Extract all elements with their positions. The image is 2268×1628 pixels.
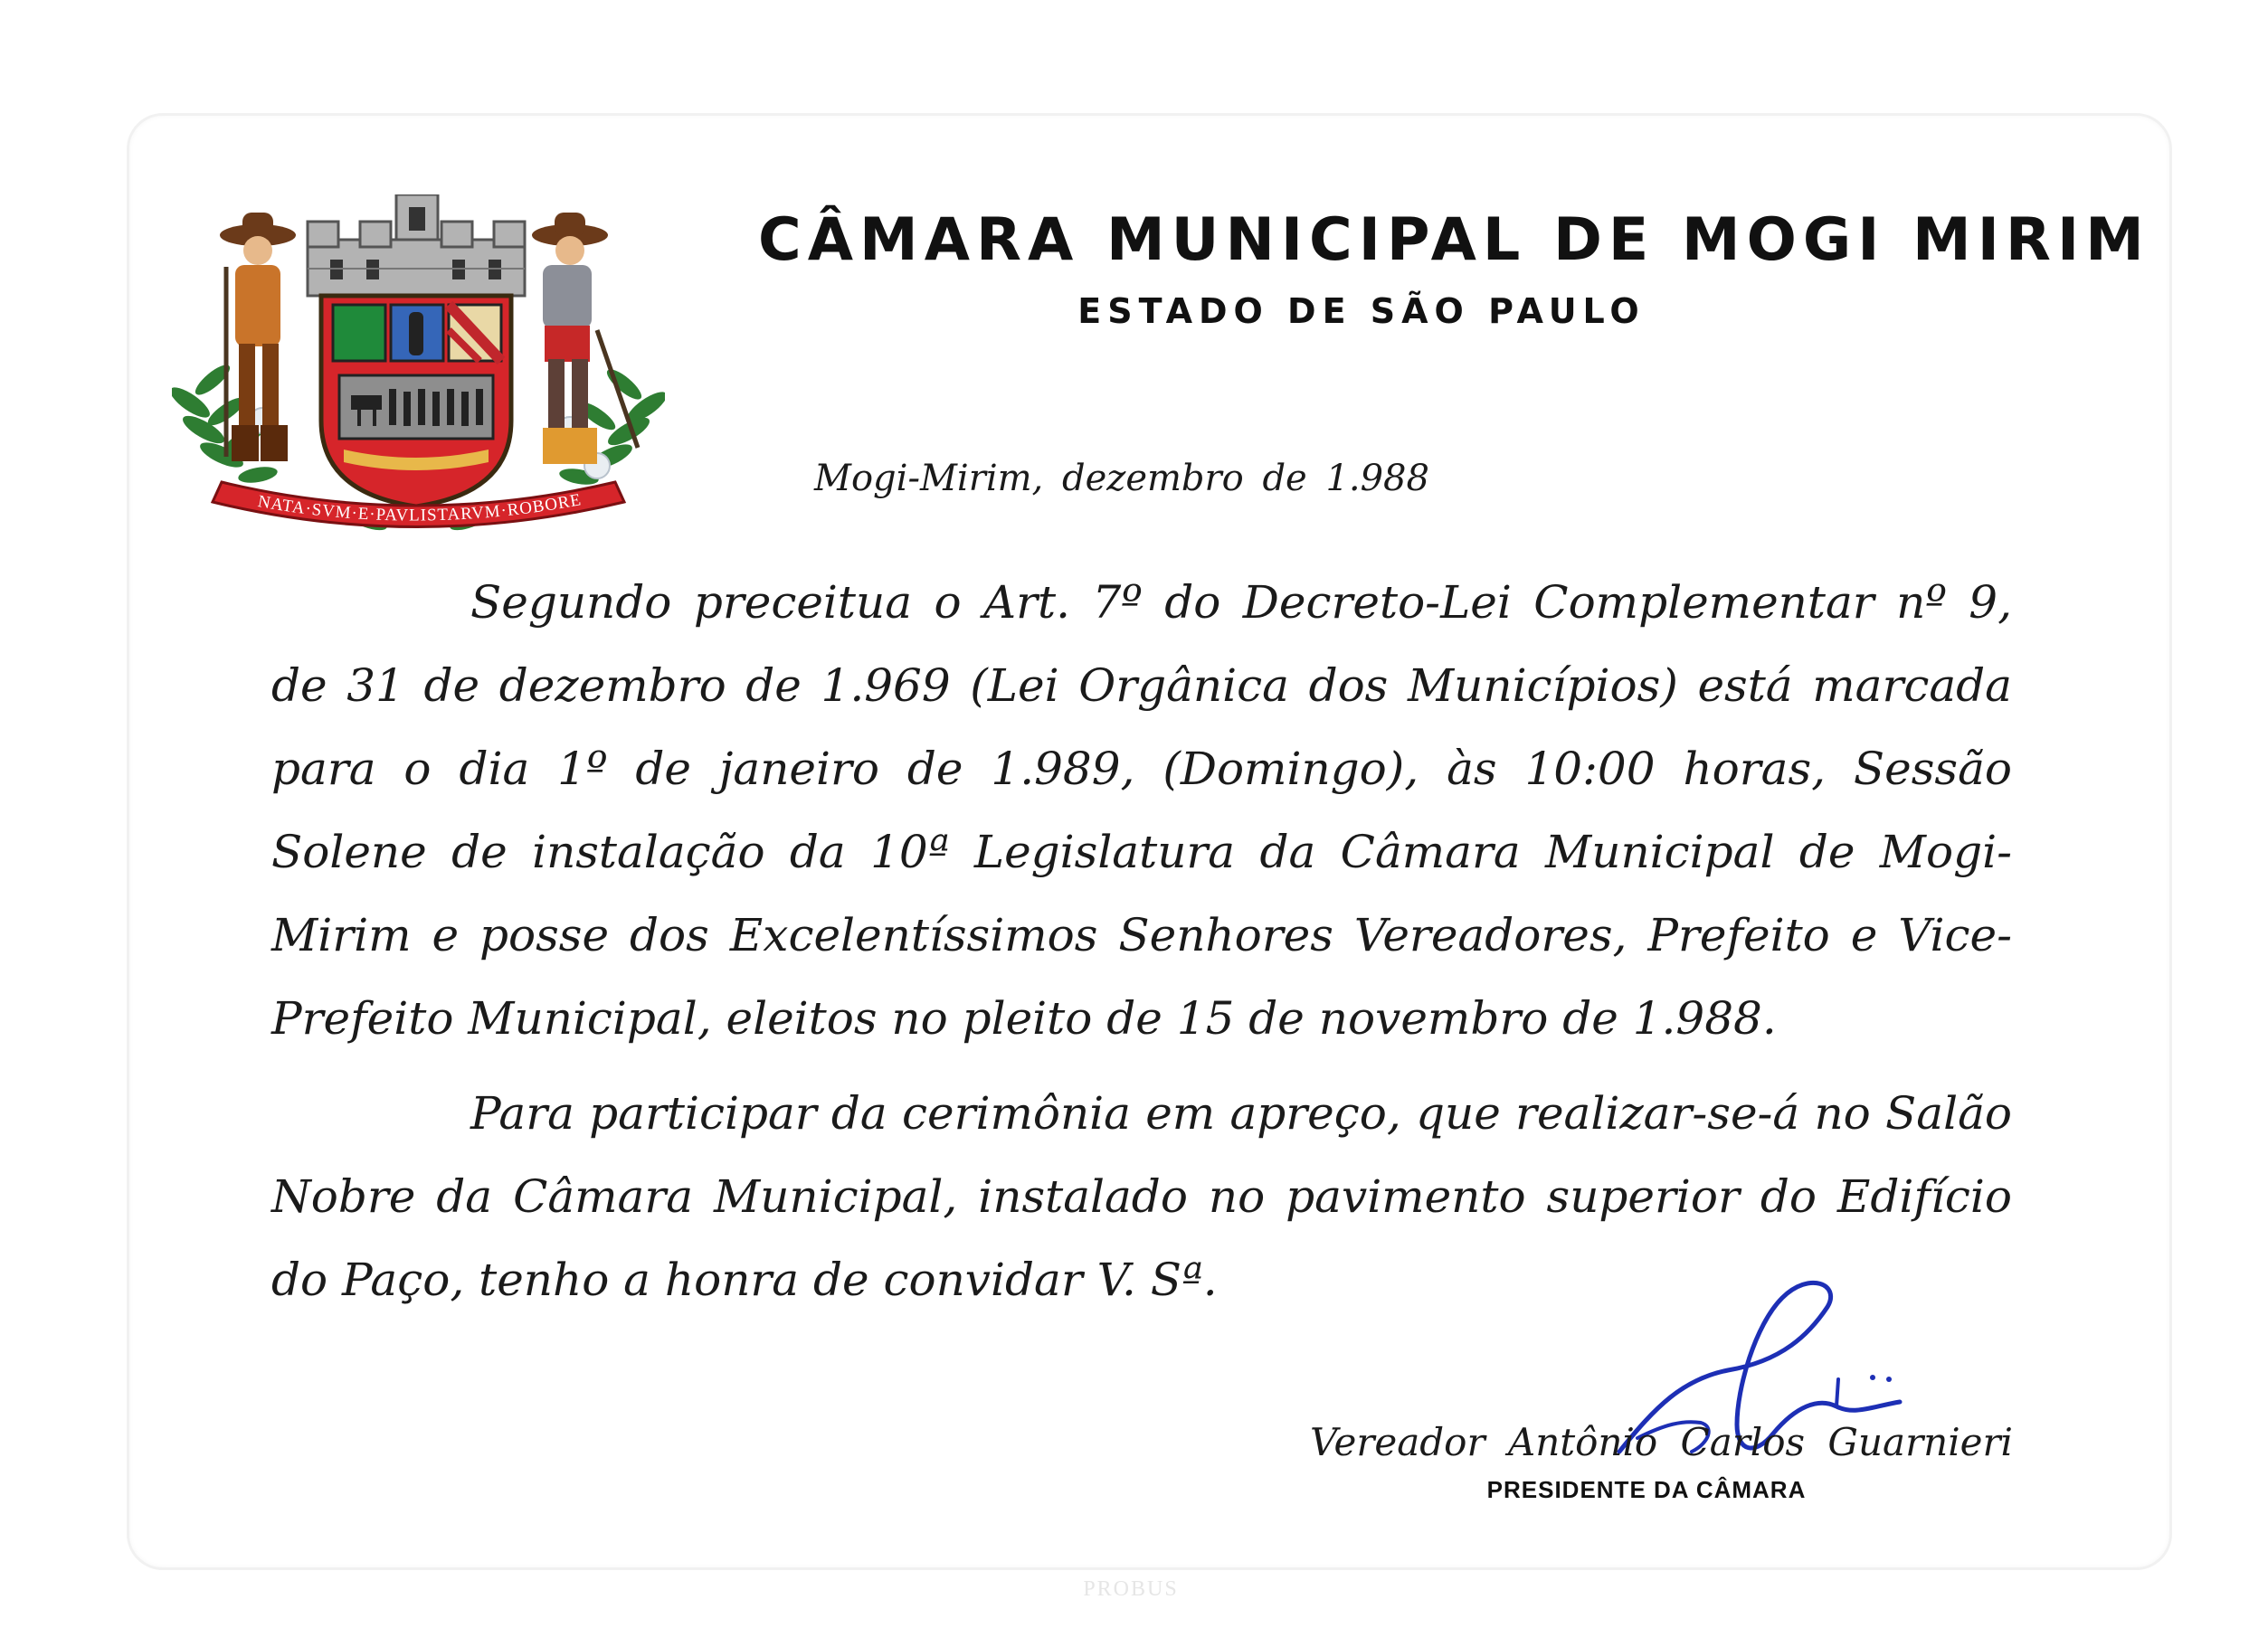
- paragraph-1: [271, 561, 2012, 1060]
- mural-crown: [308, 194, 525, 296]
- motto-text: NATA·SVM·E·PAVLISTARVM·ROBORE: [256, 490, 584, 525]
- dateline: Mogi-Mirim, dezembro de 1.988: [814, 458, 1429, 499]
- paragraph-2-text: Para participar da cerimônia em apreço, que realizar-se-á no Salão Nobre da Câmara Municipal, instalado no pavimento superior do Edifício do Paço, tenho a honra de convidar V. Sª.: [271, 1087, 2012, 1306]
- paragraph-1-text: Segundo preceitua o Art. 7º do Decreto-Lei Complementar nº 9, de 31 de dezembro de 1.969 (Lei Orgânica dos Municípios) está marcada para o dia 1º de janeiro de 1.989, (Domingo), às 10:00 horas, Sessão Solene de instalação da 10ª Legislatura da Câmara Municipal de Mogi-Mirim e posse dos Excelentíssimos Senhores Vereadores, Prefeito e Vice-Prefeito Municipal, eleitos no pleito de 15 de novembro de 1.988.: [271, 576, 2012, 1045]
- org-title: CÂMARA MUNICIPAL DE MOGI MIRIM: [758, 206, 2150, 274]
- shield: [321, 296, 511, 506]
- paper-watermark: PROBUS: [1083, 1577, 1179, 1601]
- signer-role: PRESIDENTE DA CÂMARA: [1486, 1476, 1807, 1503]
- coat-of-arms: [172, 194, 665, 556]
- signer-name: Vereador Antônio Carlos Guarnieri: [1309, 1420, 2013, 1464]
- org-subtitle: ESTADO DE SÃO PAULO: [1077, 291, 1646, 331]
